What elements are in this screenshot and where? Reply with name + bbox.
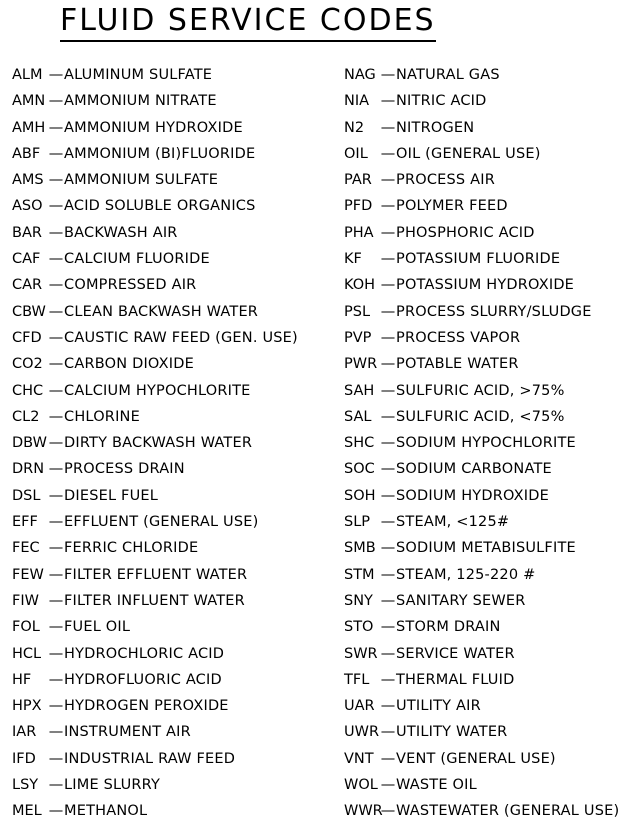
service-description: HYDROGEN PEROXIDE [64, 698, 229, 715]
service-code: FEC [12, 540, 40, 557]
separator-dash: — [48, 408, 64, 425]
code-entry [12, 535, 298, 561]
left-code-column [12, 62, 298, 825]
service-description: SODIUM HYDROXIDE [396, 487, 550, 504]
separator-dash: — [380, 671, 396, 688]
service-code: SMB [344, 540, 376, 557]
separator-dash: — [380, 145, 396, 162]
code-entry [12, 456, 298, 482]
service-description: FERRIC CHLORIDE [64, 540, 199, 557]
separator-dash: — [48, 698, 64, 715]
service-code: CAR [12, 277, 43, 294]
code-entry [12, 88, 298, 114]
service-description: HYDROFLUORIC ACID [64, 671, 222, 688]
service-description: PROCESS SLURRY/SLUDGE [396, 303, 592, 320]
separator-dash: — [380, 777, 396, 794]
service-code: DSL [12, 487, 41, 504]
separator-dash: — [48, 645, 64, 662]
separator-dash: — [380, 251, 396, 268]
service-description: VENT (GENERAL USE) [396, 750, 556, 767]
separator-dash: — [380, 408, 396, 425]
service-description: CARBON DIOXIDE [64, 356, 194, 373]
service-description: INSTRUMENT AIR [64, 724, 191, 741]
service-description: LIME SLURRY [64, 777, 161, 794]
service-code: KF [344, 251, 362, 268]
separator-dash: — [48, 356, 64, 373]
service-description: AMMONIUM SULFATE [64, 172, 219, 189]
separator-dash: — [48, 803, 64, 820]
code-entry [12, 798, 298, 824]
code-entry [12, 220, 298, 246]
code-entry [344, 141, 619, 167]
code-entry [344, 456, 619, 482]
service-description: NITROGEN [396, 119, 475, 136]
service-code: AMS [12, 172, 44, 189]
service-description: STEAM, <125# [396, 514, 510, 531]
separator-dash: — [48, 566, 64, 583]
service-description: POTASSIUM HYDROXIDE [396, 277, 575, 294]
separator-dash: — [380, 750, 396, 767]
service-description: OIL (GENERAL USE) [396, 145, 541, 162]
service-code: EFF [12, 514, 38, 531]
code-entry [344, 272, 619, 298]
separator-dash: — [48, 382, 64, 399]
service-description: UTILITY WATER [396, 724, 508, 741]
separator-dash: — [48, 67, 64, 83]
service-code: OIL [344, 145, 368, 162]
code-entry [12, 167, 298, 193]
separator-dash: — [48, 329, 64, 346]
service-code: FOL [12, 619, 40, 636]
code-entry [344, 614, 619, 640]
service-code: SOC [344, 461, 375, 478]
code-entry [344, 641, 619, 667]
separator-dash: — [48, 277, 64, 294]
separator-dash: — [380, 592, 396, 609]
service-code: HF [12, 671, 32, 688]
service-code: UWR [344, 724, 380, 741]
code-entry [12, 272, 298, 298]
code-entry [344, 220, 619, 246]
service-description: UTILITY AIR [396, 698, 481, 715]
service-code: STM [344, 566, 375, 583]
service-code: STO [344, 619, 374, 636]
service-description: COMPRESSED AIR [64, 277, 197, 294]
service-description: SULFURIC ACID, >75% [396, 382, 565, 399]
service-code: LSY [12, 777, 39, 794]
separator-dash: — [48, 592, 64, 609]
code-entry [344, 193, 619, 219]
separator-dash: — [380, 724, 396, 741]
code-entry [12, 141, 298, 167]
service-description: PROCESS AIR [396, 172, 496, 189]
separator-dash: — [48, 145, 64, 162]
service-description: ALUMINUM SULFATE [64, 67, 213, 83]
service-code: ASO [12, 198, 43, 215]
service-description: HYDROCHLORIC ACID [64, 645, 225, 662]
code-entry [12, 588, 298, 614]
code-entry [12, 746, 298, 772]
separator-dash: — [48, 487, 64, 504]
service-description: SODIUM HYPOCHLORITE [396, 435, 576, 452]
separator-dash: — [380, 224, 396, 241]
service-code: PHA [344, 224, 374, 241]
service-code: NIA [344, 93, 370, 110]
service-code: HPX [12, 698, 42, 715]
separator-dash: — [48, 198, 64, 215]
separator-dash: — [380, 382, 396, 399]
code-entry [12, 667, 298, 693]
service-code: SLP [344, 514, 371, 531]
code-entry [344, 535, 619, 561]
service-description: NATURAL GAS [396, 67, 500, 83]
service-description: INDUSTRIAL RAW FEED [64, 750, 236, 767]
service-description: POTASSIUM FLUORIDE [396, 251, 561, 268]
separator-dash: — [48, 172, 64, 189]
separator-dash: — [380, 803, 396, 820]
separator-dash: — [380, 514, 396, 531]
service-code: AMH [12, 119, 46, 136]
service-description: PROCESS VAPOR [396, 329, 521, 346]
code-entry [344, 115, 619, 141]
service-code: DRN [12, 461, 45, 478]
separator-dash: — [380, 645, 396, 662]
service-description: FILTER INFLUENT WATER [64, 592, 245, 609]
service-code: CHC [12, 382, 44, 399]
service-description: METHANOL [64, 803, 148, 820]
separator-dash: — [380, 540, 396, 557]
service-description: WASTEWATER (GENERAL USE) [396, 803, 620, 820]
service-code: SHC [344, 435, 375, 452]
separator-dash: — [48, 435, 64, 452]
service-description: STORM DRAIN [396, 619, 501, 636]
service-code: IAR [12, 724, 37, 741]
service-code: WOL [344, 777, 378, 794]
code-entry [344, 378, 619, 404]
separator-dash: — [380, 487, 396, 504]
service-code: HCL [12, 645, 42, 662]
service-code: KOH [344, 277, 376, 294]
code-entry [344, 509, 619, 535]
service-description: SANITARY SEWER [396, 592, 526, 609]
code-entry [344, 719, 619, 745]
separator-dash: — [48, 93, 64, 110]
service-description: STEAM, 125-220 # [396, 566, 536, 583]
service-description: POTABLE WATER [396, 356, 519, 373]
service-description: PHOSPHORIC ACID [396, 224, 535, 241]
service-description: FILTER EFFLUENT WATER [64, 566, 248, 583]
separator-dash: — [48, 619, 64, 636]
service-description: NITRIC ACID [396, 93, 487, 110]
service-description: FUEL OIL [64, 619, 131, 636]
code-entry [344, 772, 619, 798]
service-code: IFD [12, 750, 36, 767]
separator-dash: — [48, 540, 64, 557]
service-code: NAG [344, 67, 376, 83]
service-description: BACKWASH AIR [64, 224, 178, 241]
code-entry [12, 351, 298, 377]
code-entry [344, 62, 619, 88]
service-code: VNT [344, 750, 374, 767]
service-code: MEL [12, 803, 42, 820]
code-entry [12, 772, 298, 798]
code-entry [344, 167, 619, 193]
separator-dash: — [48, 251, 64, 268]
service-code: CL2 [12, 408, 40, 425]
code-entry [344, 562, 619, 588]
service-code: SWR [344, 645, 378, 662]
code-entry [12, 430, 298, 456]
service-description: AMMONIUM NITRATE [64, 93, 217, 110]
code-entry [344, 325, 619, 351]
code-entry [12, 378, 298, 404]
code-entry [12, 641, 298, 667]
code-entry [12, 62, 298, 88]
code-entry [344, 351, 619, 377]
service-description: ACID SOLUBLE ORGANICS [64, 198, 256, 215]
code-entry [12, 115, 298, 141]
service-description: SODIUM CARBONATE [396, 461, 552, 478]
separator-dash: — [48, 777, 64, 794]
separator-dash: — [380, 461, 396, 478]
code-entry [344, 404, 619, 430]
separator-dash: — [48, 303, 64, 320]
service-code: SOH [344, 487, 376, 504]
service-description: CALCIUM FLUORIDE [64, 251, 210, 268]
service-code: ABF [12, 145, 41, 162]
service-code: PWR [344, 356, 378, 373]
service-description: SODIUM METABISULFITE [396, 540, 576, 557]
service-code: PSL [344, 303, 371, 320]
code-entry [12, 614, 298, 640]
service-code: TFL [344, 671, 370, 688]
separator-dash: — [380, 435, 396, 452]
service-code: CAF [12, 251, 41, 268]
separator-dash: — [380, 93, 396, 110]
code-entry [344, 588, 619, 614]
code-entry [344, 299, 619, 325]
separator-dash: — [380, 198, 396, 215]
service-code: CO2 [12, 356, 43, 373]
separator-dash: — [380, 172, 396, 189]
separator-dash: — [48, 750, 64, 767]
service-description: PROCESS DRAIN [64, 461, 185, 478]
separator-dash: — [380, 356, 396, 373]
service-code: UAR [344, 698, 375, 715]
service-description: CLEAN BACKWASH WATER [64, 303, 259, 320]
service-description: CALCIUM HYPOCHLORITE [64, 382, 251, 399]
separator-dash: — [48, 514, 64, 531]
service-code: PAR [344, 172, 372, 189]
service-code: SAH [344, 382, 375, 399]
code-entry [12, 299, 298, 325]
separator-dash: — [48, 724, 64, 741]
service-code: AMN [12, 93, 46, 110]
code-entry [344, 798, 619, 824]
service-description: DIRTY BACKWASH WATER [64, 435, 253, 452]
service-code: PFD [344, 198, 373, 215]
service-code: DBW [12, 435, 47, 452]
service-description: DIESEL FUEL [64, 487, 159, 504]
separator-dash: — [380, 277, 396, 294]
right-code-column [344, 62, 619, 825]
service-description: SERVICE WATER [396, 645, 515, 662]
separator-dash: — [380, 698, 396, 715]
separator-dash: — [380, 67, 396, 83]
separator-dash: — [48, 224, 64, 241]
code-entry [12, 193, 298, 219]
separator-dash: — [380, 566, 396, 583]
service-code: FIW [12, 592, 39, 609]
code-entry [344, 693, 619, 719]
separator-dash: — [48, 671, 64, 688]
code-entry [12, 719, 298, 745]
separator-dash: — [380, 119, 396, 136]
service-description: AMMONIUM (BI)FLUORIDE [64, 145, 256, 162]
service-description: POLYMER FEED [396, 198, 508, 215]
service-description: SULFURIC ACID, <75% [396, 408, 565, 425]
code-entry [12, 483, 298, 509]
service-description: WASTE OIL [396, 777, 477, 794]
service-code: CBW [12, 303, 46, 320]
service-code: CFD [12, 329, 42, 346]
separator-dash: — [380, 303, 396, 320]
separator-dash: — [380, 619, 396, 636]
separator-dash: — [48, 461, 64, 478]
code-entry [12, 246, 298, 272]
service-description: AMMONIUM HYDROXIDE [64, 119, 243, 136]
code-entry [12, 404, 298, 430]
separator-dash: — [48, 119, 64, 136]
service-code: FEW [12, 566, 44, 583]
page-title: FLUID SERVICE CODES [60, 2, 436, 42]
code-entry [344, 430, 619, 456]
service-code: SNY [344, 592, 373, 609]
service-code: SAL [344, 408, 372, 425]
service-code: BAR [12, 224, 42, 241]
code-entry [12, 509, 298, 535]
service-code: ALM [12, 67, 43, 83]
code-entry [344, 483, 619, 509]
service-description: CAUSTIC RAW FEED (GEN. USE) [64, 329, 298, 346]
code-entry [344, 746, 619, 772]
code-entry [344, 88, 619, 114]
service-code: PVP [344, 329, 372, 346]
code-entry [12, 693, 298, 719]
code-entry [12, 325, 298, 351]
service-description: CHLORINE [64, 408, 140, 425]
service-description: EFFLUENT (GENERAL USE) [64, 514, 259, 531]
code-entry [12, 562, 298, 588]
service-description: THERMAL FLUID [396, 671, 515, 688]
code-entry [344, 667, 619, 693]
service-code: WWR [344, 803, 383, 820]
code-entry [344, 246, 619, 272]
separator-dash: — [380, 329, 396, 346]
service-code: N2 [344, 119, 365, 136]
